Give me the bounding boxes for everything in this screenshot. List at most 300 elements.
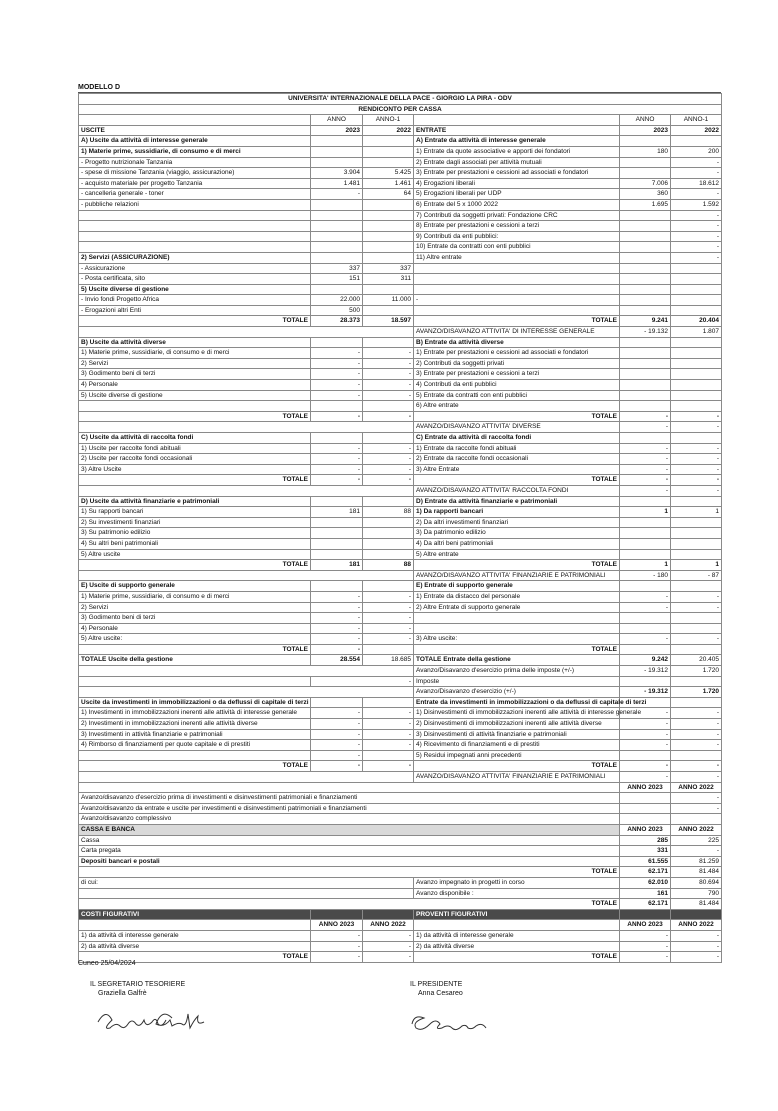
cassa-total-row	[79, 867, 722, 878]
model-label: MODELLO D	[78, 83, 721, 93]
blank-cell	[79, 888, 414, 899]
disponibile-label: Avanzo disponibile :	[414, 888, 620, 899]
cassa-total-2022: 81.484	[671, 899, 722, 910]
entrate-header: ENTRATE	[414, 125, 620, 136]
uscita-2022	[363, 517, 414, 528]
entrata-2023	[620, 242, 671, 253]
entrata-label	[414, 284, 620, 295]
col-anno: ANNO	[311, 115, 363, 126]
cassa-row	[79, 856, 722, 867]
table-row	[79, 369, 722, 380]
entrate-total-label: TOTALE	[414, 761, 620, 772]
col-anno-2022: ANNO 2022	[671, 920, 722, 931]
uscita-2023: -	[311, 740, 363, 751]
avanzo-label: AVANZO/DISAVANZO ATTIVITA' RACCOLTA FONDI	[414, 485, 620, 496]
uscite-header: USCITE	[79, 125, 311, 136]
costo-label: 2) da attività diverse	[79, 941, 311, 952]
uscita-2022	[363, 252, 414, 263]
uscite-section-heading: A) Uscite da attività di interesse generale	[79, 136, 311, 147]
entrata-2022: -	[671, 719, 722, 730]
blank-cell	[671, 337, 722, 348]
uscita-label: - acquisto materiale per progetto Tanzania	[79, 178, 311, 189]
riepilogo-2023	[620, 803, 671, 814]
pre-tax-label: Avanzo/Disavanzo d'esercizio prima delle imposte (+/-)	[414, 666, 620, 677]
riepilogo-label: Avanzo/disavanzo da entrate e uscite per investimenti e disinvestimenti patrimoniali e finanziamenti	[79, 803, 620, 814]
col-2022: 2022	[363, 125, 414, 136]
entrata-2023: 180	[620, 146, 671, 157]
uscita-label: 2) Servizi	[79, 602, 311, 613]
uscita-2022: 64	[363, 189, 414, 200]
blank-cell	[620, 581, 671, 592]
entrata-2022	[671, 295, 722, 306]
uscite-gestione-2023: 28.554	[311, 655, 363, 666]
entrata-2023: -	[620, 708, 671, 719]
section-total-row	[79, 411, 722, 422]
blank-cell	[311, 496, 363, 507]
blank-cell	[311, 136, 363, 147]
cassa-2023: 331	[620, 846, 671, 857]
uscita-label	[79, 242, 311, 253]
entrata-label: 1) Entrate da raccolte fondi abituali	[414, 443, 620, 454]
proventi-total-label: TOTALE	[414, 952, 620, 963]
table-row	[79, 634, 722, 645]
blank-cell	[363, 496, 414, 507]
entrata-2022: -	[671, 252, 722, 263]
riepilogo-header-row	[79, 782, 722, 793]
col-anno-2023: ANNO 2023	[620, 824, 671, 835]
costi-figurativi-heading: COSTI FIGURATIVI	[79, 909, 311, 920]
riepilogo-label: Avanzo/disavanzo d'esercizio prima di investimenti e disinvestimenti patrimoniali e finanziamenti	[79, 793, 620, 804]
uscita-2023: -	[311, 591, 363, 602]
entrata-2022: -	[671, 210, 722, 221]
entrata-2022	[671, 305, 722, 316]
entrata-2022: -	[671, 634, 722, 645]
uscita-2023	[311, 549, 363, 560]
avanzo-2022: -	[671, 422, 722, 433]
blank-cell	[671, 433, 722, 444]
uscite-total-2023: -	[311, 644, 363, 655]
table-row	[79, 168, 722, 179]
avanzo-2022: -	[671, 485, 722, 496]
figurativi-row	[79, 941, 722, 952]
entrata-2023	[620, 623, 671, 634]
cassa-row	[79, 846, 722, 857]
result-2023: - 19.312	[620, 687, 671, 698]
uscita-2023: 181	[311, 507, 363, 518]
uscita-2023	[311, 242, 363, 253]
avanzo-2023: - 180	[620, 570, 671, 581]
uscita-label: 5) Uscite diverse di gestione	[79, 284, 311, 295]
entrata-2022: -	[671, 740, 722, 751]
blank-cell	[671, 676, 722, 687]
cassa-label: Cassa	[79, 835, 620, 846]
entrata-2022: -	[671, 189, 722, 200]
cassa-total-2023: 62.171	[620, 899, 671, 910]
col-anno-2022: ANNO 2022	[671, 824, 722, 835]
col-anno-2022: ANNO 2022	[671, 782, 722, 793]
table-row	[79, 708, 722, 719]
entrata-2022: -	[671, 157, 722, 168]
uscita-2023: -	[311, 443, 363, 454]
provento-label: 2) da attività diverse	[414, 941, 620, 952]
entrata-label: 4) Da altri beni patrimoniali	[414, 538, 620, 549]
provento-label: 1) da attività di interesse generale	[414, 930, 620, 941]
avanzo-row	[79, 772, 722, 783]
uscita-2023: -	[311, 189, 363, 200]
uscita-2022	[363, 242, 414, 253]
uscita-2023: -	[311, 454, 363, 465]
entrata-2023: -	[620, 591, 671, 602]
treasurer-role: IL SEGRETARIO TESORIERE	[90, 981, 186, 988]
uscita-2023: 22.000	[311, 295, 363, 306]
entrata-label: 1) Entrate da quote associative e apporti dei fondatori	[414, 146, 620, 157]
uscite-total-label: TOTALE	[79, 475, 311, 486]
uscite-section-heading: E) Uscite di supporto generale	[79, 581, 311, 592]
entrata-2022: 200	[671, 146, 722, 157]
riepilogo-2022	[671, 814, 722, 825]
uscite-total-label: TOTALE	[79, 761, 311, 772]
entrata-2022	[671, 401, 722, 412]
costi-total-2023: -	[311, 952, 363, 963]
blank-cell	[414, 920, 620, 931]
col-anno-2023: ANNO 2023	[620, 782, 671, 793]
uscita-2023: 151	[311, 274, 363, 285]
avanzo-2022: -	[671, 772, 722, 783]
uscita-label: 4) Rimborso di finanziamenti per quote capitale e di prestiti	[79, 740, 311, 751]
entrata-2023: 1.695	[620, 199, 671, 210]
blank-cell	[414, 115, 620, 126]
entrata-label: 2) Altre Entrate di supporto generale	[414, 602, 620, 613]
uscita-2023: 337	[311, 263, 363, 274]
blank-cell	[620, 496, 671, 507]
uscita-2023: -	[311, 602, 363, 613]
entrata-2023	[620, 538, 671, 549]
riepilogo-2022: -	[671, 793, 722, 804]
uscita-2022: -	[363, 358, 414, 369]
entrata-label	[414, 274, 620, 285]
table-row	[79, 507, 722, 518]
entrata-label: 4) Erogazioni liberali	[414, 178, 620, 189]
blank-cell	[311, 697, 363, 708]
blank-cell	[79, 676, 311, 687]
entrata-2022: -	[671, 221, 722, 232]
cassa-row	[79, 835, 722, 846]
uscita-label: 3) Investimenti in attività finanziarie e patrimoniali	[79, 729, 311, 740]
entrata-label: 1) Da rapporti bancari	[414, 507, 620, 518]
president-name: Anna Cesareo	[418, 990, 463, 997]
entrata-2023	[620, 252, 671, 263]
figurativi-header-row	[79, 909, 722, 920]
uscita-2022	[363, 231, 414, 242]
uscita-label: 1) Materie prime, sussidiarie, di consumo e di merci	[79, 348, 311, 359]
entrate-gestione-2022: 20.405	[671, 655, 722, 666]
costo-2023: -	[311, 941, 363, 952]
entrata-2023: 360	[620, 189, 671, 200]
col-2023: 2023	[311, 125, 363, 136]
blank-cell	[671, 909, 722, 920]
uscite-gestione-label: TOTALE Uscite della gestione	[79, 655, 311, 666]
cassa-total-label: TOTALE	[79, 899, 620, 910]
entrata-label: 2) Da altri investimenti finanziari	[414, 517, 620, 528]
cassa-2022: 225	[671, 835, 722, 846]
avanzo-2023: - 19.132	[620, 327, 671, 338]
table-row	[79, 538, 722, 549]
entrata-label	[414, 623, 620, 634]
uscita-2022: -	[363, 634, 414, 645]
table-row	[79, 549, 722, 560]
entrata-label: 4) Ricevimento di finanziamenti e di prestiti	[414, 740, 620, 751]
entrate-total-label: TOTALE	[414, 560, 620, 571]
uscita-label: 5) Uscite diverse di gestione	[79, 390, 311, 401]
table-row	[79, 189, 722, 200]
entrata-label: 2) Entrate dagli associati per attività mutuali	[414, 157, 620, 168]
entrata-2022: -	[671, 591, 722, 602]
uscite-section-heading: C) Uscite da attività di raccolta fondi	[79, 433, 311, 444]
blank-cell	[79, 327, 414, 338]
entrata-label: 1) Entrate da distacco del personale	[414, 591, 620, 602]
result-2022: 1.720	[671, 687, 722, 698]
avanzo-2022: - 87	[671, 570, 722, 581]
entrata-2023	[620, 168, 671, 179]
tax-label: Imposte	[414, 676, 620, 687]
uscita-2023: -	[311, 623, 363, 634]
entrata-label: 2) Contributi da soggetti privati	[414, 358, 620, 369]
blank-cell	[79, 570, 414, 581]
entrata-2022	[671, 263, 722, 274]
uscita-label: - Posta certificata, sito	[79, 274, 311, 285]
table-row	[79, 284, 722, 295]
uscita-label: 1) Materie prime, sussidiarie, di consumo e di merci	[79, 146, 311, 157]
riepilogo-row	[79, 814, 722, 825]
riepilogo-2022: -	[671, 803, 722, 814]
uscita-label: 2) Su investimenti finanziari	[79, 517, 311, 528]
section-total-row	[79, 761, 722, 772]
col-anno1: ANNO-1	[671, 115, 722, 126]
entrata-2022	[671, 613, 722, 624]
entrate-total-2023	[620, 644, 671, 655]
uscita-label	[79, 221, 311, 232]
cassa-2023: 285	[620, 835, 671, 846]
provento-2022: -	[671, 930, 722, 941]
uscite-total-label: TOTALE	[79, 411, 311, 422]
treasurer-signature	[92, 1004, 262, 1036]
riepilogo-row	[79, 803, 722, 814]
uscita-2023: -	[311, 750, 363, 761]
uscite-total-2022	[363, 644, 414, 655]
entrata-2022	[671, 348, 722, 359]
uscita-2022: 11.000	[363, 295, 414, 306]
uscita-label: 3) Godimento beni di terzi	[79, 613, 311, 624]
uscita-2023	[311, 528, 363, 539]
uscite-total-label: TOTALE	[79, 316, 311, 327]
uscita-2022	[363, 750, 414, 761]
entrate-total-2022: -	[671, 761, 722, 772]
uscite-section-heading: B) Uscite da attività diverse	[79, 337, 311, 348]
uscita-label: 3) Godimento beni di terzi	[79, 369, 311, 380]
section-head-row	[79, 136, 722, 147]
uscita-label: 2) Investimenti in immobilizzazioni inerenti alle attività diverse	[79, 719, 311, 730]
cassa-label: Carta pregata	[79, 846, 620, 857]
entrata-2023: 7.006	[620, 178, 671, 189]
uscita-label	[79, 750, 311, 761]
section-total-row	[79, 316, 722, 327]
tax-row	[79, 676, 722, 687]
avanzo-row	[79, 327, 722, 338]
uscite-section-heading: D) Uscite da attività finanziarie e patrimoniali	[79, 496, 311, 507]
president-signature	[408, 1008, 558, 1038]
entrate-section-heading: B) Entrate da attività diverse	[414, 337, 620, 348]
avanzo-row	[79, 570, 722, 581]
blank-cell	[311, 337, 363, 348]
uscite-total-2022: -	[363, 475, 414, 486]
table-row	[79, 295, 722, 306]
entrata-2023: -	[620, 719, 671, 730]
entrata-2023: -	[620, 464, 671, 475]
table-row	[79, 380, 722, 391]
uscita-label: 5) Altre uscite:	[79, 634, 311, 645]
table-row	[79, 210, 722, 221]
pre-tax-row	[79, 666, 722, 677]
uscita-label: - Assicurazione	[79, 263, 311, 274]
entrata-label: 5) Altre entrate	[414, 549, 620, 560]
table-row	[79, 740, 722, 751]
table-row	[79, 464, 722, 475]
uscita-label: 4) Personale	[79, 623, 311, 634]
uscita-2023: 1.481	[311, 178, 363, 189]
uscita-2022: -	[363, 348, 414, 359]
entrata-2022	[671, 390, 722, 401]
cassa-header-row	[79, 824, 722, 835]
uscita-2023	[311, 284, 363, 295]
entrata-label	[414, 305, 620, 316]
uscite-total-2023: 28.373	[311, 316, 363, 327]
section-total-row	[79, 560, 722, 571]
disponibile-row	[79, 888, 722, 899]
col-2023: 2023	[620, 125, 671, 136]
uscita-2022	[363, 199, 414, 210]
entrata-2023	[620, 549, 671, 560]
entrata-2022: -	[671, 729, 722, 740]
uscita-label: - Invio fondi Progetto Africa	[79, 295, 311, 306]
uscita-2022	[363, 549, 414, 560]
report-subtitle: RENDICONTO PER CASSA	[79, 104, 722, 115]
uscita-2022: -	[363, 719, 414, 730]
entrate-total-2023: -	[620, 411, 671, 422]
entrata-2023: -	[620, 443, 671, 454]
financial-statement-table	[78, 93, 722, 963]
col-anno-2022: ANNO 2022	[363, 920, 414, 931]
impegnato-2022: 80.694	[671, 877, 722, 888]
entrata-2022: 1	[671, 507, 722, 518]
entrate-section-heading: C) Entrate da attività di raccolta fondi	[414, 433, 620, 444]
uscita-2022: -	[363, 443, 414, 454]
pre-tax-2023: - 19.312	[620, 666, 671, 677]
entrate-section-heading: A) Entrate da attività di interesse generale	[414, 136, 620, 147]
uscita-label: 3) Su patrimonio edilizio	[79, 528, 311, 539]
entrata-label: 5) Residui impegnati anni precedenti	[414, 750, 620, 761]
uscita-2022: -	[363, 454, 414, 465]
uscita-2022: -	[363, 729, 414, 740]
uscita-2022	[363, 284, 414, 295]
table-row	[79, 252, 722, 263]
president-role: IL PRESIDENTE	[410, 981, 463, 988]
entrate-total-2022	[671, 644, 722, 655]
uscita-2023	[311, 221, 363, 232]
uscita-2022	[363, 221, 414, 232]
uscita-2022: 88	[363, 507, 414, 518]
entrata-2023	[620, 348, 671, 359]
section-head-row	[79, 496, 722, 507]
avanzo-label: AVANZO/DISAVANZO ATTIVITA' DIVERSE	[414, 422, 620, 433]
table-row	[79, 602, 722, 613]
costo-2023: -	[311, 930, 363, 941]
impegnato-label: Avanzo impegnato in progetti in corso	[414, 877, 620, 888]
uscita-2022	[363, 401, 414, 412]
uscita-label: 2) Uscite per raccolte fondi occasionali	[79, 454, 311, 465]
entrata-label: 1) Entrate per prestazioni e cessioni ad associati e fondatori	[414, 348, 620, 359]
entrata-2023: -	[620, 454, 671, 465]
uscita-2022	[363, 528, 414, 539]
entrata-label	[414, 613, 620, 624]
entrata-2023	[620, 157, 671, 168]
entrata-label: 2) Disinvestimenti di immobilizzazioni inerenti alle attività diverse	[414, 719, 620, 730]
uscita-label: 1) Investimenti in immobilizzazioni inerenti alle attività di interesse generale	[79, 708, 311, 719]
table-row	[79, 623, 722, 634]
entrata-label: 3) Entrate per prestazioni e cessioni a terzi	[414, 369, 620, 380]
col-anno: ANNO	[620, 115, 671, 126]
grand-total-row	[79, 655, 722, 666]
uscita-2023: -	[311, 708, 363, 719]
avanzo-row	[79, 422, 722, 433]
avanzo-2023: -	[620, 485, 671, 496]
cassa-total-label: TOTALE	[79, 867, 620, 878]
entrata-2022	[671, 369, 722, 380]
uscita-label: 1) Su rapporti bancari	[79, 507, 311, 518]
provento-2023: -	[620, 930, 671, 941]
entrata-2023	[620, 231, 671, 242]
blank-cell	[79, 666, 414, 677]
entrata-2022	[671, 358, 722, 369]
table-row	[79, 443, 722, 454]
pre-tax-2022: 1.720	[671, 666, 722, 677]
uscite-gestione-2022: 18.685	[363, 655, 414, 666]
cassa-2022: 81.259	[671, 856, 722, 867]
entrata-2022	[671, 517, 722, 528]
entrata-2023	[620, 284, 671, 295]
uscita-label: - pubbliche relazioni	[79, 199, 311, 210]
entrata-label: 3) Altre Entrate	[414, 464, 620, 475]
entrata-label: -	[414, 295, 620, 306]
avanzo-label: AVANZO/DISAVANZO ATTIVITA' FINANZIARIE E PATRIMONIALI	[414, 570, 620, 581]
entrata-label: 6) Altre entrate	[414, 401, 620, 412]
uscita-2023	[311, 252, 363, 263]
uscita-label: - Erogazioni altri Enti	[79, 305, 311, 316]
year-label-row	[79, 115, 722, 126]
table-row	[79, 242, 722, 253]
blank-cell	[79, 115, 311, 126]
di-cui-label: di cui:	[79, 877, 414, 888]
uscita-label: 3) Altre Uscite	[79, 464, 311, 475]
entrata-2022	[671, 380, 722, 391]
table-row	[79, 221, 722, 232]
uscita-2023: -	[311, 719, 363, 730]
section-head-row	[79, 337, 722, 348]
entrata-2022: 1.592	[671, 199, 722, 210]
tax-dash: -	[311, 676, 414, 687]
uscite-total-label: TOTALE	[79, 644, 311, 655]
impegnato-row	[79, 877, 722, 888]
entrata-label: 3) Altre uscite:	[414, 634, 620, 645]
